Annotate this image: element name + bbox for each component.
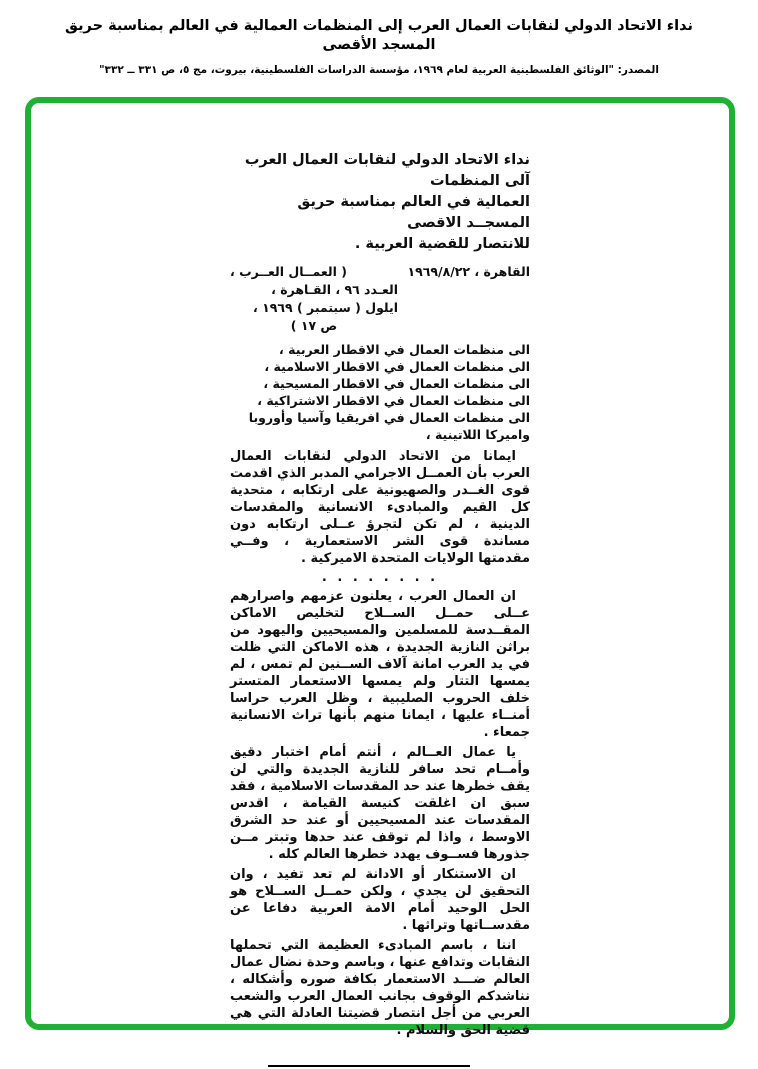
document-paragraph: اننا ، باسم المبادىء العظيمة التي تحملها النقابات وتدافع عنها ، وباسم وحدة نضال عمال العالم ضـــد الاستعمار بكافة صوره وأشكاله ، نناشدكم الوقوف بجانب العمال العرب والشعب العربي من أجل انتصار قضيتنا العادلة التي هي قضية الحق والسلام . xyxy=(230,938,530,1038)
citation-source-start: ( العمــال العــرب ، xyxy=(230,264,347,279)
citation-line xyxy=(230,263,530,281)
document-body xyxy=(230,103,530,1067)
end-rule xyxy=(268,1065,470,1067)
document-paragraph: ان العمال العرب ، يعلنون عزمهم واصرارهم عــلى حمــل الســلاح لتخليص الاماكن المقــدسة للمسلمين والمسيحيين واليهود من براثن النازية الجديدة ، هذه الاماكن التي ظلت في يد العرب امانة آلاف الســنين لم تمس ، لم يمسها التتار ولم يمسها الاستعمار المتستر خلف الحروب الصليبية ، وظل العرب حراسا أمنــاء عليها ، ايمانا منهم بأنها تراث الانسانية جمعاء . xyxy=(230,589,530,740)
page-title: نداء الاتحاد الدولي لنقابات العمال العرب إلى المنظمات العمالية في العالم بمناسبة حريق المسجد الأقصى xyxy=(65,18,693,53)
page-header xyxy=(0,0,758,77)
document-title-line: للانتصار للقضية العربية . xyxy=(354,236,530,252)
citation-block xyxy=(230,263,530,335)
citation-place-date: القاهرة ، ١٩٦٩/٨/٢٢ xyxy=(407,264,530,279)
citation-line: العـدد ٩٦ ، القـاهرة ، xyxy=(271,282,398,297)
document-paragraph: ان الاستنكار أو الادانة لم تعد تفيد ، وان التحقيق لن يجدي ، ولكن حمــل الســلاح هو الحل الوحيد أمام الامة العربية دفاعا عن مقدســاتها وتراثها . xyxy=(230,867,530,933)
source-citation: المصدر: "الوثائق الفلسطينية العربية لعام ١٩٦٩، مؤسسة الدراسات الفلسطينية، بيروت، مج ٥، ص ٣٣١ ــ ٣٣٢" xyxy=(99,64,659,76)
document-paragraph: يا عمال العــالم ، أنتم أمام اختبار دقيق وأمــام تحد سافر للنازية الجديدة والتي لن يقف خطرها عند حد المقدسات الاسلامية ، فقد سبق ان اغلقت كنيسة القيامة ، اقدس المقدسات عند المسيحيين أو عند حد الشرق الاوسط ، واذا لم توقف عند حدها وتبتر مــن جذورها فســوف يهدد خطرها العالم كله . xyxy=(230,745,530,862)
document-title-line: نداء الاتحاد الدولي لنقابات العمال العرب آلى المنظمات xyxy=(244,152,530,189)
addressee-item: الى منظمات العمال في الاقطار الاسلامية ، xyxy=(264,359,530,374)
citation-page-number: ص ١٧ ) xyxy=(290,318,338,333)
addressee-item: الى منظمات العمال في الاقطار المسيحية ، xyxy=(263,376,530,391)
document-border-frame xyxy=(25,97,735,1038)
addressee-item: الى منظمات العمال في افريقيا وآسيا وأوروبا واميركا اللاتينية ، xyxy=(248,410,530,442)
addressee-item: الى منظمات العمال في الاقطار العربية ، xyxy=(279,342,530,357)
dots-separator: . . . . . . . . xyxy=(321,570,439,585)
addressee-list xyxy=(230,341,530,443)
citation-line: ايلول ( سبتمبر ) ١٩٦٩ ، xyxy=(253,300,398,315)
document-title xyxy=(230,150,530,255)
document-paragraph: ايمانا من الاتحاد الدولي لنقابات العمال العرب بأن العمــل الاجرامي المدبر الذي اقدمت قوى الغــدر والصهيونية على ارتكابه ، متحدية كل القيم والمبادىء الانسانية والمقدسات الدينية ، لم تكن لتجرؤ عــلى ارتكابه دون مساندة قوى الشر الاستعمارية ، وفــي مقدمتها الولايات المتحدة الاميركية . xyxy=(230,449,530,566)
document-title-line: العمالية في العالم بمناسبة حريق المسجــد الاقصى xyxy=(297,194,530,231)
citation-continuation xyxy=(230,281,398,335)
addressee-item: الى منظمات العمال في الاقطار الاشتراكية ، xyxy=(257,393,530,408)
